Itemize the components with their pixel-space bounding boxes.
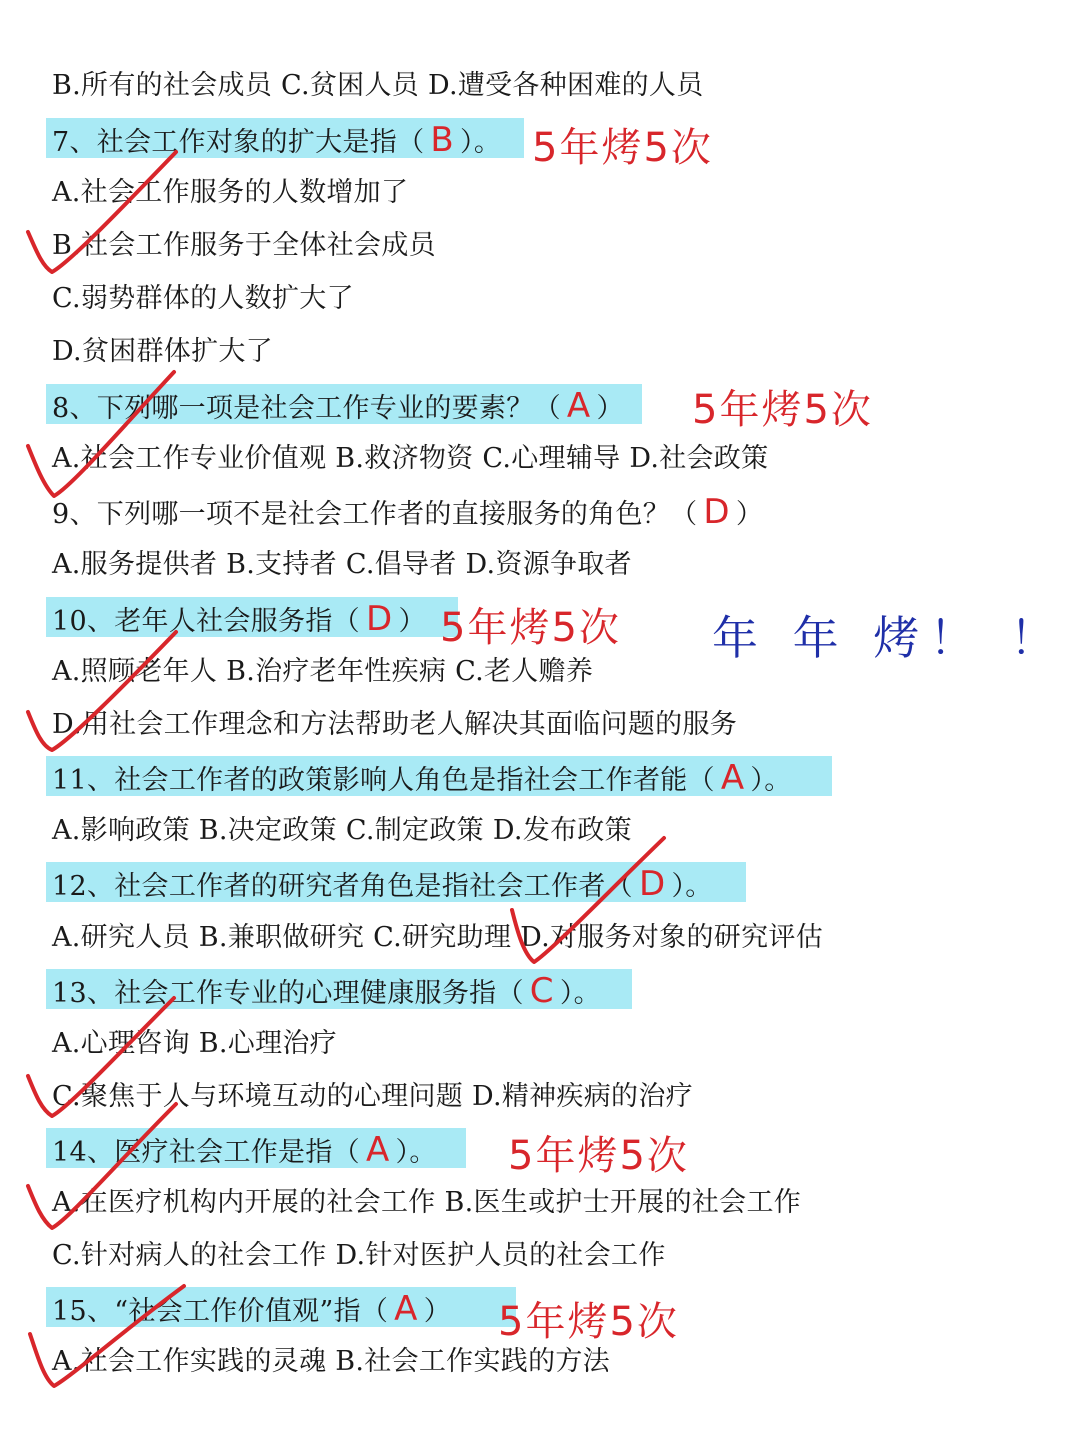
handwritten-note: 5年烤5次 [498, 1299, 679, 1345]
answer-mark: B [430, 120, 455, 160]
option-line: D.贫困群体扩大了 [52, 336, 273, 367]
question-14 [52, 1128, 437, 1172]
question-text: 15、“社会工作价值观”指（ [52, 1296, 389, 1327]
answer-mark: D [703, 492, 730, 532]
answer-mark: D [638, 864, 666, 904]
question-text-end: ）。 [750, 765, 792, 796]
handwritten-note: 5年烤5次 [692, 387, 873, 433]
option-line: C.聚焦于人与环境互动的心理问题 D.精神疾病的治疗 [52, 1081, 693, 1112]
question-10 [52, 597, 426, 641]
question-text-end: ）。 [559, 978, 601, 1009]
option-line: B.所有的社会成员 C.贫困人员 D.遭受各种困难的人员 [52, 70, 704, 101]
handwritten-note: 5年烤5次 [440, 605, 621, 651]
option-line: C.弱势群体的人数扩大了 [52, 283, 354, 314]
question-15 [52, 1287, 451, 1331]
question-11 [52, 756, 792, 800]
question-text-end: ）。 [460, 127, 502, 158]
answer-mark: C [529, 971, 554, 1011]
question-text: 13、社会工作专业的心理健康服务指（ [52, 978, 524, 1009]
option-line: A.照顾老年人 B.治疗老年性疾病 C.老人赡养 [52, 656, 594, 687]
question-text: 8、下列哪一项是社会工作专业的要素？（ [52, 393, 561, 424]
question-8 [52, 384, 624, 428]
option-line: A.社会工作实践的灵魂 B.社会工作实践的方法 [52, 1346, 610, 1377]
question-text-end: ） [398, 606, 426, 637]
answer-mark: A [566, 386, 591, 426]
question-text-end: ） [596, 393, 624, 424]
answer-mark: D [365, 599, 393, 639]
question-text-end: ）。 [395, 1137, 437, 1168]
option-line: A.研究人员 B.兼职做研究 C.研究助理 D.对服务对象的研究评估 [52, 922, 823, 953]
question-text: 11、社会工作者的政策影响人角色是指社会工作者能（ [52, 765, 715, 796]
handwritten-note-blue: 年 年 烤！ ！ [712, 611, 1066, 665]
handwritten-note: 5年烤5次 [508, 1133, 689, 1179]
option-line: B.社会工作服务于全体社会成员 [52, 230, 436, 261]
handwritten-note: 5年烤5次 [532, 125, 713, 171]
answer-mark: A [394, 1289, 418, 1329]
question-text: 10、老年人社会服务指（ [52, 606, 360, 637]
question-text: 12、社会工作者的研究者角色是指社会工作者（ [52, 871, 633, 902]
option-line: A.影响政策 B.决定政策 C.制定政策 D.发布政策 [52, 815, 632, 846]
option-line: D.用社会工作理念和方法帮助老人解决其面临问题的服务 [52, 709, 738, 740]
question-text-end: ） [735, 499, 764, 530]
question-text: 7、社会工作对象的扩大是指（ [52, 127, 425, 158]
question-text: 14、医疗社会工作是指（ [52, 1137, 360, 1168]
question-text: 9、下列哪一项不是社会工作者的直接服务的角色？（ [52, 499, 698, 530]
question-7 [52, 118, 501, 162]
answer-mark: A [720, 758, 745, 798]
question-text-end: ） [423, 1296, 452, 1327]
option-line: A.社会工作服务的人数增加了 [52, 177, 409, 208]
question-13 [52, 969, 601, 1013]
question-9 [52, 490, 763, 534]
option-line: A.心理咨询 B.心理治疗 [52, 1028, 337, 1059]
option-line: A.在医疗机构内开展的社会工作 B.医生或护士开展的社会工作 [52, 1187, 802, 1218]
question-text-end: ）。 [671, 871, 713, 902]
option-line: A.社会工作专业价值观 B.救济物资 C.心理辅导 D.社会政策 [52, 443, 769, 474]
option-line: A.服务提供者 B.支持者 C.倡导者 D.资源争取者 [52, 549, 632, 580]
answer-mark: A [365, 1130, 390, 1170]
option-line: C.针对病人的社会工作 D.针对医护人员的社会工作 [52, 1240, 666, 1271]
question-12 [52, 862, 713, 906]
